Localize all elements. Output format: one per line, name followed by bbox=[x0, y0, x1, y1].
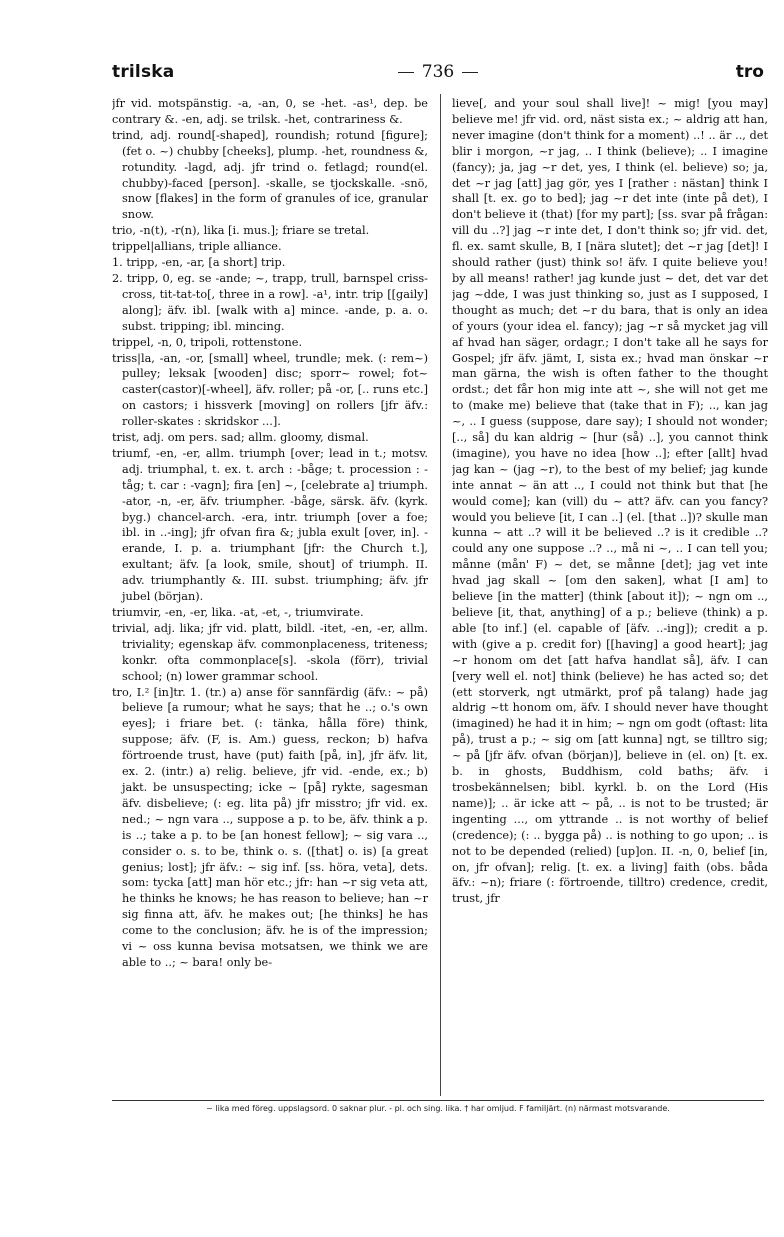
entry-tripp-2: 2. tripp, 0, eg. se -ande; ~, trapp, trull, barnspel criss-cross, tit-tat-to[, three in a row]. -a¹, intr. trip [[gaily] along]; äfv. ibl. [walk with a] mince. -ande, p. a. o. subst. tripping; ibl. mincing. bbox=[112, 271, 428, 333]
entry-continuation: jfr vid. motspänstig. -a, -an, 0, se -het. -as¹, dep. be contrary &. -en, adj. se trilsk. -het, contrariness &. bbox=[112, 97, 428, 126]
entry-tro: tro, I.² [in]tr. 1. (tr.) a) anse för sannfärdig (äfv.: ~ på) believe [a rumour; what he says; that he ..; o.'s own eyes]; i friare bet. (: tänka, hålla före) think, suppose; äfv. (F, is. Am.) guess, reckon; b) hafva förtroende trust, have (put) faith [på, in], jfr äfv. lit, ex. 2. (intr.) a) relig. believe, jfr vid. -ende, ex.; b) jakt. be unsuspecting; icke ~ [på] rykte, sagesman äfv. disbelieve; (: eg. lita på) jfr misstro; jfr vid. ex. ned.; ~ ngn vara .., suppose a p. to be, äfv. think a p. is ..; take a p. to be [an honest fellow]; ~ sig vara .., consider o. s. to be, think o. s. ([that] o. is) [a great genius; lost]; jfr äfv.: ~ sig inf. [ss. höra, veta], dets. som: tycka [att] man hör etc.; jfr: han ~r sig veta att, he thinks he knows; he has reason to believe; han ~r sig finna att, äfv. he makes out; [he thinks] he has come to the conclusion; äfv. he is of the impression; vi ~ oss kunna bevisa motsatsen, we think we are able to ..; ~ bara! only be- bbox=[112, 685, 428, 969]
entry-tripp-1: 1. tripp, -en, -ar, [a short] trip. bbox=[112, 256, 286, 270]
entry-trippel: trippel, -n, 0, tripoli, rottenstone. bbox=[112, 335, 303, 349]
entry-trissla: triss|la, -an, -or, [small] wheel, trundle; mek. (: rem~) pulley; leksak [wooden] disc; sporr~ rowel; fot~ caster(castor)[-wheel], äfv. roller; på -or, [.. runs etc.] on castors; i hissverk [moving] on rollers [jfr äfv.: roller-skates : skridskor ...]. bbox=[112, 351, 428, 429]
page-number-dash-right bbox=[462, 72, 478, 73]
entry-trio: trio, -n(t), -r(n), lika [i. mus.]; friare se tretal. bbox=[112, 224, 370, 238]
right-running-headword: tro bbox=[735, 62, 764, 82]
footer-rule bbox=[112, 1100, 764, 1101]
page-number-text: 736 bbox=[421, 62, 455, 82]
page-number bbox=[112, 62, 764, 82]
left-running-headword: trilska bbox=[112, 62, 175, 82]
page-number-dash-left bbox=[398, 72, 414, 73]
entry-triumf: triumf, -en, -er, allm. triumph [over; lead in t.; motsv. adj. triumphal, t. ex. t. arch : -båge; t. procession : -tåg; t. car : -vagn]; fira [en] ~, [celebrate a] triumph. -ator, -n, -er, äfv. triumpher. -båge, särsk. äfv. (kyrk. byg.) chancel-arch. -era, intr. triumph [over a foe; ibl. in ..-ing]; jfr ofvan fira &; jubla exult [over, in]. -erande, I. p. a. triumphant [jfr: the Church t.], exultant; äfv. [a look, smile, shout] of triumph. II. adv. triumphantly &. III. subst. triumphing; äfv. jfr jubel (början). bbox=[112, 446, 428, 604]
right-column bbox=[452, 96, 768, 1096]
column-divider bbox=[440, 94, 441, 1096]
left-column bbox=[112, 96, 428, 1096]
entry-tro-continued: lieve[, and your soul shall live]! ~ mig! [you may] believe me! jfr vid. ord, näst sista ex.; ~ aldrig att han, never imagine (don't think for a moment) ..! .. är .., det blir i morgon, ~r jag, .. I think (believe); .. I imagine (fancy); ja, jag ~r det, yes, I think (el. believe) so; ja, det ~r jag [att] jag gör, yes I [rather : nästan] think I shall [t. ex. go to bed]; jag ~r det inte (inte på det), I don't believe it (that) [for my part]; [ss. svar på frågan: vill du ..?] jag ~r inte det, I don't think so; jfr vid. det, fl. ex. samt skulle, B, I [nära slutet]; det ~r jag [det]! I should rather (just) think so! äfv. I quite believe you! by all means! rather! jag kunde just ~ det, det var det jag ~dde, I was just thinking so, just as I supposed, I thought as much; det ~r du bara, that is only an idea of yours (your idea el. fancy); jag ~r så mycket jag vill af hvad han säger, ordagr.; I don't take all he says for Gospel; jfr äfv. jämt, I, sista ex.; hvad man önskar ~r man gärna, the wish is often father to the thought ordst.; det får hon mig inte att ~, she will not get me to (make me) believe that (take that in F); .., kan jag ~, .. I guess (suppose, dare say); I should not wonder; [.., så] du kan aldrig ~ [hur (så) ..], you cannot think (imagine), you have no idea [how ..]; efter [allt] hvad jag kan ~ (jag ~r), to the best of my belief; jag kunde inte annat ~ än att .., I could not think but that [he would come]; kan (vill) du ~ att? äfv. can you fancy? would you believe [it, I can ..] (el. [that ..])? skulle man kunna ~ att ..? will it be believed ..? is it credible ..? could any one suppose ..? .., må ni ~, .. I can tell you; månne (mån' F) ~ det, se månne [det]; jag vet inte hvad jag skall ~ [om den saken], what [I am] to believe [in the matter] (think [about it]); ~ ngn om .., believe [it, that, anything] of a p.; believe (think) a p. able [to inf.] (el. capable of [äfv. ..-ing]); credit a p. with (give a p. credit for) [[having] a good heart]; jag ~r honom om det [att hafva handlat så], äfv. I can [very well el. not] think (believe) he has acted so; det (ett storverk, ngt utmärkt, prof på talang) hade jag aldrig ~tt honom om, äfv. I should never have thought (imagined) he had it in him; ~ ngn om godt (oftast: lita på), trust a p.; ~ sig om [att kunna] ngt, se tilltro sig; ~ på [jfr äfv. ofvan (början)], believe in (el. on) [t. ex. b. in ghosts, Buddhism, cold baths; äfv. i trosbekännelsen; bibl. kyrkl. b. on the Lord (His name)]; .. är icke att ~ på, .. is not to be trusted; är ingenting ..., om yttrande .. is not worthy of belief (credence); (: .. bygga på) .. is nothing to go upon; .. is not to be depended (relied) [up]on. II. -n, 0, belief [in, on, jfr ofvan]; relig. [t. ex. a living] faith (obs. båda äfv.: ~n); friare (: förtroende, tilltro) credence, credit, trust, jfr bbox=[452, 97, 768, 906]
entry-trivial: trivial, adj. lika; jfr vid. platt, bildl. -itet, -en, -er, allm. triviality; egenskap äfv. commonplaceness, triteness; konkr. ofta commonplace[s]. -skola (förr), trivial school; (n) lower grammar school. bbox=[112, 621, 428, 683]
entry-trippelallians: trippel|allians, triple alliance. bbox=[112, 240, 282, 254]
entry-trind: trind, adj. round[-shaped], roundish; rotund [figure]; (fet o. ~) chubby [cheeks], plump. -het, roundness &, rotundity. -lagd, adj. jfr trind o. fetlagd; round(el. chubby)-faced [person]. -skalle, se tjockskalle. -snö, snow [flakes] in the form of granules of ice, granular snow. bbox=[112, 128, 428, 222]
footer-legend: ~ lika med föreg. uppslagsord. 0 saknar plur. - pl. och sing. lika. † har omljud. F familjärt. (n) närmast motsvarande. bbox=[206, 1104, 670, 1113]
page-header bbox=[112, 62, 764, 90]
entry-triumvir: triumvir, -en, -er, lika. -at, -et, -, triumvirate. bbox=[112, 606, 364, 619]
entry-trist: trist, adj. om pers. sad; allm. gloomy, dismal. bbox=[112, 431, 369, 445]
